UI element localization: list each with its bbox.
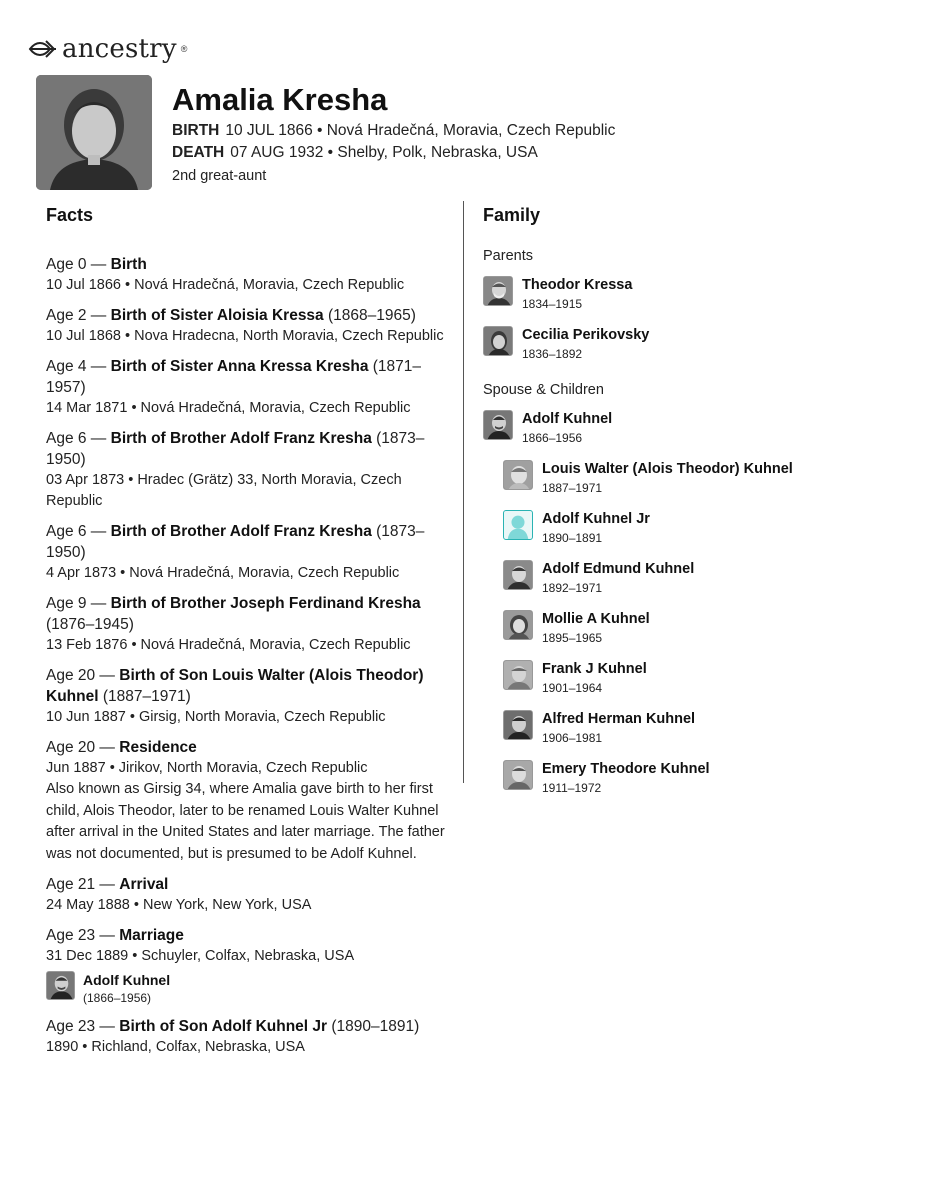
child-dates: 1895–1965 — [542, 631, 603, 645]
facts-section — [46, 205, 446, 1067]
fact-event[interactable]: Birth of Sister Anna Kressa Kresha — [110, 358, 369, 375]
fact-item — [46, 593, 446, 656]
fact-detail: 1890 • Richland, Colfax, Nebraska, USA — [46, 1039, 305, 1055]
fact-age: Age 6 — — [46, 430, 111, 447]
child-name[interactable]: Frank J Kuhnel — [542, 661, 647, 677]
person-name: Amalia Kresha — [172, 82, 388, 117]
parent-photo[interactable] — [483, 276, 513, 306]
death-label: DEATH — [172, 144, 225, 161]
fact-age: Age 9 — — [46, 595, 111, 612]
fact-detail: 4 Apr 1873 • Nová Hradečná, Moravia, Czech Republic — [46, 565, 400, 581]
woman-portrait-icon — [504, 611, 533, 640]
child-name[interactable]: Mollie A Kuhnel — [542, 611, 650, 627]
child-name[interactable]: Louis Walter (Alois Theodor) Kuhnel — [542, 461, 793, 477]
fact-event[interactable]: Birth of Brother Adolf Franz Kresha — [110, 523, 372, 540]
fact-extra: (1871–1957) — [46, 358, 422, 396]
child-item[interactable] — [503, 510, 903, 548]
child-item[interactable] — [503, 660, 903, 698]
fact-item — [46, 925, 446, 1007]
parents-label: Parents — [483, 248, 533, 264]
brand-name: ancestry — [62, 34, 177, 64]
fact-item — [46, 521, 446, 584]
fact-item — [46, 1016, 446, 1058]
spouse-dates: 1866–1956 — [522, 431, 583, 445]
column-divider — [463, 201, 464, 783]
child-item[interactable] — [503, 710, 903, 748]
child-portrait-icon — [504, 461, 533, 490]
fact-detail: Jun 1887 • Jirikov, North Moravia, Czech Republic — [46, 760, 368, 776]
child-dates: 1892–1971 — [542, 581, 603, 595]
child-photo[interactable] — [503, 710, 533, 740]
family-section — [483, 205, 903, 810]
man-portrait-icon — [504, 661, 533, 690]
child-item[interactable] — [503, 610, 903, 648]
fact-extra: (1873–1950) — [46, 523, 425, 561]
fact-event[interactable]: Birth of Brother Joseph Ferdinand Kresha — [110, 595, 421, 612]
parent-dates: 1834–1915 — [522, 297, 583, 311]
child-dates: 1911–1972 — [542, 781, 602, 795]
fact-event[interactable]: Arrival — [119, 876, 169, 893]
fact-age: Age 0 — — [46, 256, 111, 273]
child-name[interactable]: Alfred Herman Kuhnel — [542, 711, 696, 727]
fact-extra: (1868–1965) — [323, 307, 416, 324]
spouse-photo[interactable] — [46, 971, 75, 1000]
fact-detail: 10 Jul 1866 • Nová Hradečná, Moravia, Czech Republic — [46, 277, 405, 293]
child-photo[interactable] — [503, 760, 533, 790]
man-portrait-icon — [504, 711, 533, 740]
leaf-logo-icon — [28, 37, 58, 61]
woman-portrait-icon — [484, 327, 513, 356]
fact-age: Age 6 — — [46, 523, 111, 540]
fact-item — [46, 428, 446, 512]
fact-detail: 13 Feb 1876 • Nová Hradečná, Moravia, Czech Republic — [46, 637, 411, 653]
fact-detail: 24 May 1888 • New York, New York, USA — [46, 897, 312, 913]
fact-extra: (1887–1971) — [98, 688, 191, 705]
fact-event[interactable]: Birth of Brother Adolf Franz Kresha — [110, 430, 372, 447]
birth-label: BIRTH — [172, 122, 220, 139]
child-item[interactable] — [503, 760, 903, 798]
spouse-name[interactable]: Adolf Kuhnel — [83, 972, 171, 988]
fact-note: Also known as Girsig 34, where Amalia gave birth to her first child, Alois Theodor, later to be renamed Louis Walter Kuhnel after arrival in the United States and later marriage. The father was not documented, but is presumed to be Adolf Kuhnel. — [46, 781, 445, 862]
child-name[interactable]: Emery Theodore Kuhnel — [542, 761, 710, 777]
parent-item[interactable] — [483, 326, 903, 364]
man-portrait-icon — [504, 561, 533, 590]
spouse-photo[interactable] — [483, 410, 513, 440]
fact-age: Age 2 — — [46, 307, 111, 324]
fact-detail: 31 Dec 1889 • Schuyler, Colfax, Nebraska, USA — [46, 948, 355, 964]
fact-item — [46, 665, 446, 728]
child-dates: 1901–1964 — [542, 681, 603, 695]
profile-photo[interactable] — [36, 75, 152, 190]
fact-event[interactable]: Birth of Sister Aloisia Kressa — [110, 307, 324, 324]
birth-value: 10 JUL 1866 • Nová Hradečná, Moravia, Czech Republic — [225, 122, 616, 139]
parent-name[interactable]: Cecilia Perikovsky — [522, 327, 650, 343]
fact-extra: (1890–1891) — [327, 1018, 420, 1035]
facts-title: Facts — [46, 205, 94, 225]
fact-event[interactable]: Marriage — [119, 927, 184, 944]
fact-age: Age 23 — — [46, 1018, 120, 1035]
man-portrait-icon — [504, 761, 533, 790]
fact-age: Age 20 — — [46, 667, 120, 684]
brand-trademark: ® — [180, 44, 188, 54]
profile-header — [172, 80, 615, 184]
fact-extra: (1876–1945) — [46, 616, 134, 633]
fact-detail: 10 Jun 1887 • Girsig, North Moravia, Czech Republic — [46, 709, 386, 725]
fact-detail: 03 Apr 1873 • Hradec (Grätz) 33, North Moravia, Czech Republic — [46, 472, 402, 509]
man-portrait-icon — [484, 411, 513, 440]
child-photo[interactable] — [503, 560, 533, 590]
ancestry-logo[interactable] — [28, 34, 187, 64]
fact-event[interactable]: Birth of Son Louis Walter (Alois Theodor) Kuhnel — [46, 667, 424, 705]
fact-event[interactable]: Birth — [110, 256, 147, 273]
death-line — [172, 142, 615, 164]
fact-extra: (1873–1950) — [46, 430, 425, 468]
fact-age: Age 20 — — [46, 739, 120, 756]
marriage-spouse[interactable] — [46, 971, 446, 1007]
parent-photo[interactable] — [483, 326, 513, 356]
child-photo[interactable] — [503, 660, 533, 690]
fact-event[interactable]: Residence — [119, 739, 197, 756]
fact-item — [46, 874, 446, 916]
spouse-name[interactable]: Adolf Kuhnel — [522, 411, 613, 427]
family-title: Family — [483, 205, 541, 225]
fact-detail: 10 Jul 1868 • Nova Hradecna, North Moravia, Czech Republic — [46, 328, 444, 344]
child-dates: 1906–1981 — [542, 731, 603, 745]
spouse-item[interactable] — [483, 410, 903, 448]
child-photo-placeholder[interactable] — [503, 510, 533, 540]
fact-detail: 14 Mar 1871 • Nová Hradečná, Moravia, Czech Republic — [46, 400, 411, 416]
parent-dates: 1836–1892 — [522, 347, 583, 361]
child-item[interactable] — [503, 560, 903, 598]
fact-item — [46, 737, 446, 865]
spouse-children-label: Spouse & Children — [483, 382, 604, 398]
person-silhouette-icon — [504, 511, 532, 539]
child-dates: 1887–1971 — [542, 481, 603, 495]
child-name[interactable]: Adolf Kuhnel Jr — [542, 511, 650, 527]
man-portrait-icon — [47, 972, 75, 1000]
fact-age: Age 21 — — [46, 876, 120, 893]
fact-item — [46, 254, 446, 296]
fact-age: Age 23 — — [46, 927, 120, 944]
birth-line — [172, 120, 615, 142]
child-name[interactable]: Adolf Edmund Kuhnel — [542, 561, 695, 577]
child-item[interactable] — [503, 460, 903, 498]
portrait-photo-icon — [36, 75, 152, 190]
fact-age: Age 4 — — [46, 358, 111, 375]
fact-item — [46, 356, 446, 419]
spouse-dates: (1866–1956) — [83, 991, 152, 1005]
man-portrait-icon — [484, 277, 513, 306]
child-photo[interactable] — [503, 610, 533, 640]
death-value: 07 AUG 1932 • Shelby, Polk, Nebraska, USA — [230, 144, 538, 161]
child-photo[interactable] — [503, 460, 533, 490]
parent-name[interactable]: Theodor Kressa — [522, 277, 633, 293]
relationship: 2nd great-aunt — [172, 168, 267, 184]
parent-item[interactable] — [483, 276, 903, 314]
fact-item — [46, 305, 446, 347]
child-dates: 1890–1891 — [542, 531, 603, 545]
fact-event[interactable]: Birth of Son Adolf Kuhnel Jr — [119, 1018, 328, 1035]
